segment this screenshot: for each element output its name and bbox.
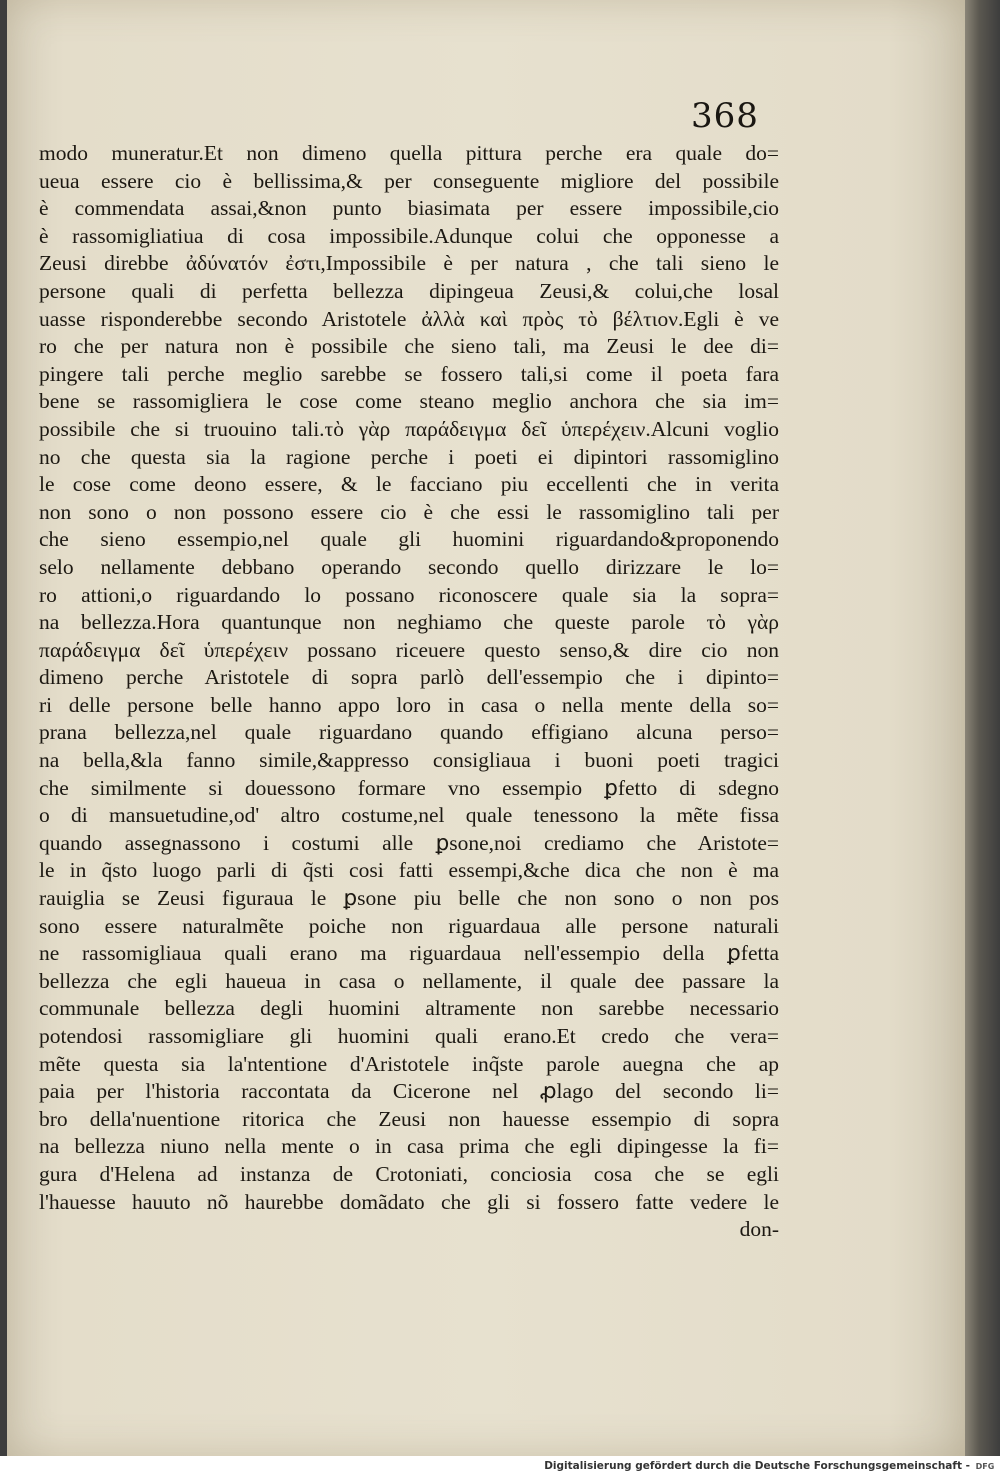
text-line: rauiglia se Zeusi figuraua le ꝑsone piu belle che non sono o non pos xyxy=(39,886,779,911)
footer-bar xyxy=(0,1456,1000,1479)
text-line: ro attioni,o riguardando lo possano riconoscere quale sia la sopra= xyxy=(39,582,779,607)
text-line: bene se rassomigliera le cose come steano meglio anchora che sia im= xyxy=(39,389,779,414)
text-line: persone quali di perfetta bellezza dipingeua Zeusi,& colui,che losal xyxy=(39,278,779,303)
text-line: mẽte questa sia la'ntentione d'Aristotele inq̃ste parole auegna che ap xyxy=(39,1051,779,1076)
text-line: potendosi rassomigliare gli huomini quali erano.Et credo che vera= xyxy=(39,1024,779,1048)
text-line: Zeusi direbbe ἀδύνατόν ἐστι,Impossibile è per natura , che tali sieno le xyxy=(39,251,779,276)
text-line: ro che per natura non è possibile che sieno tali, ma Zeusi le dee di= xyxy=(39,334,779,359)
page-number: 368 xyxy=(691,96,759,136)
text-line: bellezza che egli haueua in casa o nellamente, il quale dee passare la xyxy=(39,968,779,993)
text-line: modo muneratur.Et non dimeno quella pittura perche era quale do= xyxy=(39,141,779,165)
text-line: possibile che si truouino tali.τὸ γὰρ παράδειγμα δεῖ ὑπερέχειν.Alcuni voglio xyxy=(39,416,779,441)
text-line: quando assegnassono i costumi alle ꝑsone,noi crediamo che Aristote= xyxy=(39,830,779,855)
text-line: bro della'nuentione ritorica che Zeusi non hauesse essempio di sopra xyxy=(39,1106,779,1131)
text-line: sono essere naturalmẽte poiche non riguardaua alle persone naturali xyxy=(39,913,779,938)
text-block xyxy=(39,140,779,1244)
text-line: ri delle persone belle hanno appo loro in casa o nella mente della so= xyxy=(39,692,779,717)
catchword: don- xyxy=(739,1217,779,1242)
text-line: na bellezza niuno nella mente o in casa prima che egli dipingesse la fi= xyxy=(39,1134,779,1159)
text-line: non sono o non possono essere cio è che essi le rassomiglino tali per xyxy=(39,499,779,524)
text-line: ueua essere cio è bellissima,& per conseguente migliore del possibile xyxy=(39,168,779,193)
text-line: dimeno perche Aristotele di sopra parlò dell'essempio che i dipinto= xyxy=(39,665,779,690)
text-line: l'hauesse hauuto nõ haurebbe domãdato che gli si fossero fatte vedere le xyxy=(39,1189,779,1214)
text-line: no che questa sia la ragione perche i poeti ei dipintori rassomiglino xyxy=(39,444,779,469)
text-line: παράδειγμα δεῖ ὑπερέχειν possano riceuere questo senso,& dire cio non xyxy=(39,637,779,662)
text-line: che similmente si douessono formare vno essempio ꝑfetto di sdegno xyxy=(39,775,779,800)
text-line: è rassomigliatiua di cosa impossibile.Adunque colui che opponesse a xyxy=(39,223,779,248)
text-line: selo nellamente debbano operando secondo quello dirizzare le lo= xyxy=(39,554,779,579)
dfg-logo-icon: DFG xyxy=(975,1462,995,1471)
text-line: pingere tali perche meglio sarebbe se fossero tali,si come il poeta fara xyxy=(39,361,779,386)
book-page xyxy=(7,0,965,1456)
text-line: o di mansuetudine,od' altro costume,nel quale tenessono la mẽte fissa xyxy=(39,803,779,828)
text-line: che sieno essempio,nel quale gli huomini riguardando&proponendo xyxy=(39,527,779,552)
text-line: è commendata assai,&non punto biasimata per essere impossibile,cio xyxy=(39,196,779,221)
digitization-credit: Digitalisierung gefördert durch die Deutsche Forschungsgemeinschaft - xyxy=(544,1460,970,1472)
page-edge xyxy=(965,0,1000,1456)
text-line: prana bellezza,nel quale riguardano quando effigiano alcuna perso= xyxy=(39,720,779,745)
text-line: na bella,&la fanno simile,&appresso consigliaua i buoni poeti tragici xyxy=(39,748,779,773)
text-line: communale bellezza degli huomini altramente non sarebbe necessario xyxy=(39,996,779,1021)
text-line: na bellezza.Hora quantunque non neghiamo che queste parole τὸ γὰρ xyxy=(39,610,779,635)
text-line: le in q̃sto luogo parli di q̃sti cosi fatti essempi,&che dica che non è ma xyxy=(39,858,779,883)
text-line: le cose come deono essere, & le facciano piu eccellenti che in verita xyxy=(39,472,779,497)
text-line: gura d'Helena ad instanza de Crotoniati, conciosia cosa che se egli xyxy=(39,1161,779,1186)
text-line: ne rassomigliaua quali erano ma riguardaua nell'essempio della ꝑfetta xyxy=(39,941,779,966)
text-line: uasse risponderebbe secondo Aristotele ἀλλὰ καὶ πρὸς τὸ βέλτιον.Egli è ve xyxy=(39,306,779,331)
text-line: paia per l'historia raccontata da Cicerone nel ꝓlago del secondo li= xyxy=(39,1079,779,1104)
